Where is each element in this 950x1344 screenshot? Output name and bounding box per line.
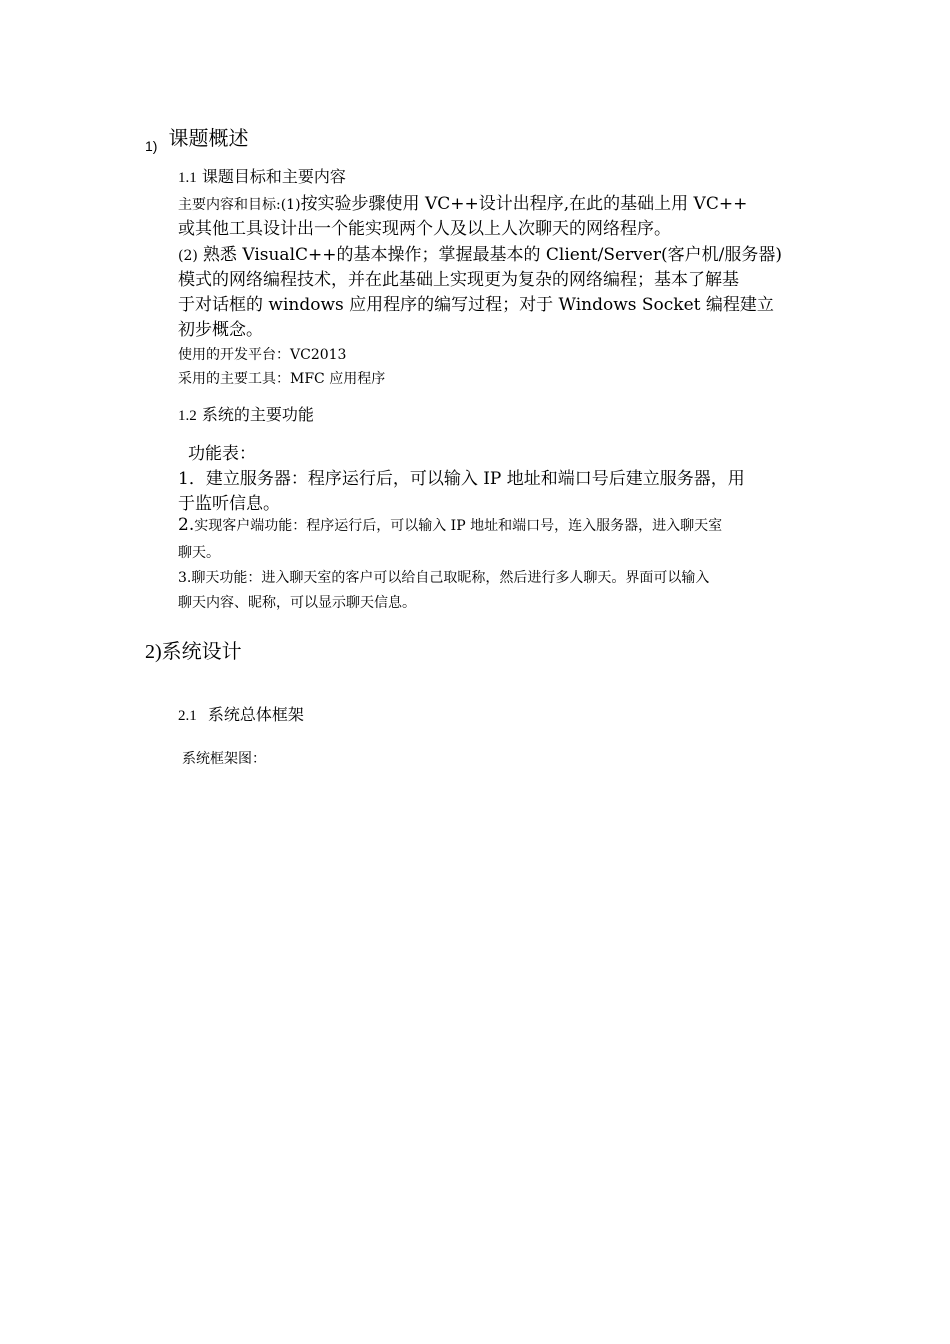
- function-item-2-number: 2.: [178, 515, 195, 535]
- goals-line-3: [178, 240, 782, 265]
- goals-line-1: [178, 189, 747, 214]
- section-1-title: 课题概述: [168, 126, 249, 150]
- goals-prefix: 主要内容和目标:(1): [178, 197, 301, 213]
- function-item-2-text: 实现客户端功能：程序运行后，可以输入 IP 地址和端口号，连入服务器，进入聊天室: [194, 518, 723, 534]
- subsection-1-1-heading: [178, 164, 346, 187]
- function-item-2-line-1: [178, 515, 722, 535]
- subsection-2-1-title: 系统总体框架: [207, 705, 304, 724]
- section-1-number: 1): [145, 138, 158, 154]
- function-item-2-line-2: 聊天。: [178, 545, 220, 561]
- goals-line-6: 初步概念。: [178, 320, 263, 340]
- section-2-heading: [145, 635, 242, 664]
- function-table-label: 功能表：: [188, 444, 256, 464]
- goals-line-3-text: 熟悉 VisualC++的基本操作；掌握最基本的 Client/Server(客户机/服务器): [202, 245, 782, 265]
- subsection-2-1-number: 2.1: [178, 708, 197, 724]
- subsection-1-2-number: 1.2: [178, 408, 197, 424]
- section-1-heading: [145, 122, 249, 152]
- framework-diagram-label: 系统框架图：: [182, 751, 266, 767]
- subsection-1-1-number: 1.1: [178, 170, 197, 186]
- goals-line-1-text: 按实验步骤使用 VC++设计出程序,在此的基础上用 VC++: [300, 194, 748, 214]
- goals-line-4: 模式的网络编程技术，并在此基础上实现更为复杂的网络编程；基本了解基: [178, 270, 739, 290]
- goals-item-2-number: (2): [178, 248, 198, 264]
- function-item-1-line-2: 于监听信息。: [178, 494, 280, 514]
- subsection-1-2-title: 系统的主要功能: [201, 405, 314, 424]
- subsection-1-1-title: 课题目标和主要内容: [201, 167, 346, 186]
- dev-platform: 使用的开发平台：VC2013: [178, 347, 347, 363]
- function-item-1-line-1: 1．建立服务器：程序运行后，可以输入 IP 地址和端口号后建立服务器，用: [178, 469, 745, 489]
- goals-line-5: 于对话框的 windows 应用程序的编写过程；对于 Windows Socket 编程建立: [178, 295, 774, 315]
- subsection-1-2-heading: [178, 402, 314, 425]
- function-item-3-line-1: 3.聊天功能：进入聊天室的客户可以给自己取昵称，然后进行多人聊天。界面可以输入: [178, 570, 710, 586]
- main-tool: 采用的主要工具：MFC 应用程序: [178, 371, 386, 387]
- function-item-3-line-2: 聊天内容、昵称，可以显示聊天信息。: [178, 595, 416, 611]
- section-2-number: 2): [145, 641, 162, 663]
- goals-line-2: 或其他工具设计出一个能实现两个人及以上人次聊天的网络程序。: [178, 219, 671, 239]
- subsection-2-1-heading: [178, 702, 304, 725]
- section-2-title: 系统设计: [161, 639, 242, 663]
